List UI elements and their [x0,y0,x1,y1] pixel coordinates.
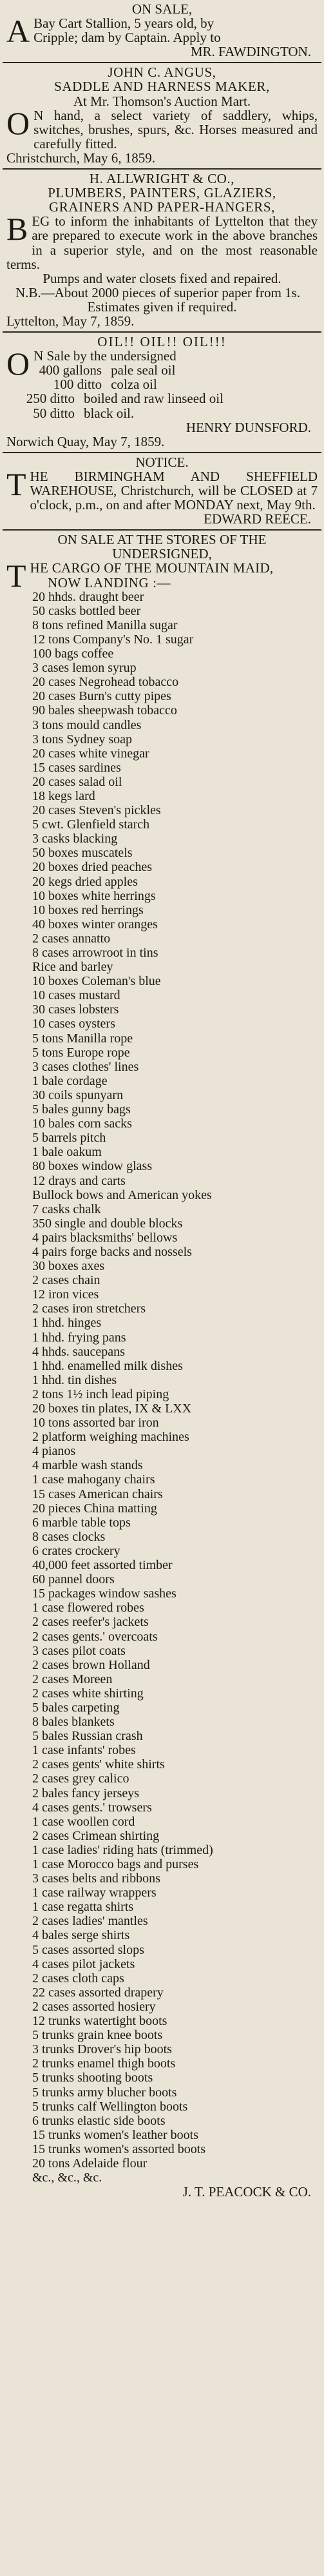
cargo-item: 2 cases reefer's jackets [32,1615,149,1630]
cargo-item: 40,000 feet assorted timber [32,1558,173,1573]
cargo-item: 12 iron vices [32,1287,99,1302]
cargo-item: 2 cases iron stretchers [32,1302,146,1316]
oil-desc: pale seal oil [111,362,176,378]
ad-heading: OIL!! OIL!! OIL!!! [97,334,227,350]
cargo-item: 1 hhd. enamelled milk dishes [32,1358,183,1373]
oil-desc: black oil. [84,405,135,421]
cargo-item: 5 trunks shooting boots [32,2071,153,2085]
cargo-item: 3 cases pilot coats [32,1643,126,1658]
ad-body [6,211,318,272]
cargo-item: 2 cases gents' white shirts [32,1757,165,1772]
cargo-item: 4 pianos [32,1444,76,1459]
cargo-item: 5 bales carpeting [32,1700,120,1715]
cargo-item: 8 cases clocks [32,1529,106,1544]
cargo-item: 2 bales fancy jerseys [32,1786,140,1800]
cargo-item: 8 tons refined Manilla sugar [32,618,178,632]
cargo-item: 2 trunks enamel thigh boots [32,2056,176,2071]
cargo-item: 4 cases gents.' trowsers [32,1800,152,1815]
cargo-item: 80 boxes window glass [32,1159,153,1174]
drop-cap: A [6,13,30,50]
cargo-item: 2 tons 1½ inch lead piping [32,1387,169,1401]
cargo-item: 4 hhds. saucepans [32,1344,125,1359]
cargo-item: 4 cases pilot jackets [32,1956,135,1971]
ad-heading: ON SALE AT THE STORES OF THE [57,532,267,548]
cargo-item: 90 bales sheepwash tobacco [32,703,177,718]
cargo-item: 5 barrels pitch [32,1131,106,1146]
cargo-item: 15 packages window sashes [32,1586,176,1601]
cargo-item: 15 trunks women's assorted boots [32,2142,206,2156]
cargo-item: 15 cases American chairs [32,1487,163,1501]
cargo-item: 3 cases clothes' lines [32,1059,139,1074]
ad-line: Cripple; dam by Captain. Apply to [33,30,221,46]
ad-body [6,346,318,382]
cargo-item: 2 cases annatto [32,931,111,946]
oil-qty: 100 ditto [53,376,102,393]
cargo-item: 20 cases Negrohead tobacco [32,675,179,690]
cargo-item: 2 cases white shirting [32,1686,144,1701]
cargo-item: 2 platform weighing machines [32,1430,189,1445]
ad-signature: EDWARD REECE. [204,511,311,527]
cargo-item: 2 cases gents.' overcoats [32,1629,158,1644]
drop-cap: B [6,211,28,248]
cargo-item: 3 tons Sydney soap [32,732,132,746]
cargo-item: 5 bales gunny bags [32,1102,131,1117]
cargo-item: 6 crates crockery [32,1543,120,1558]
cargo-item: 100 bags coffee [32,647,114,661]
ad-signature: MR. FAWDINGTON. [190,44,311,60]
cargo-item: 5 cwt. Glenfield starch [32,817,150,832]
cargo-item: 1 bale oakum [32,1145,102,1160]
ad-angus [0,63,324,168]
oil-qty: 250 ditto [26,391,75,407]
cargo-item: 1 case flowered robes [32,1601,144,1615]
cargo-item: 10 boxes white herrings [32,888,156,903]
drop-cap: O [6,104,30,141]
ad-line: Bay Cart Stallion, 5 years old, by [33,15,214,32]
oil-row [33,377,318,391]
cargo-item: 30 cases lobsters [32,1002,119,1017]
ad-line: NOW LANDING :— [48,574,171,590]
cargo-item: 2 cases brown Holland [32,1657,150,1672]
cargo-item: 1 hhd. frying pans [32,1330,126,1345]
cargo-item: 1 case mahogany chairs [32,1472,155,1487]
ad-trade: SADDLE AND HARNESS MAKER, [54,79,270,95]
cargo-item: 1 case regatta shirts [32,1900,134,1915]
cargo-item: 4 pairs blacksmiths' bellows [32,1230,178,1245]
cargo-item: 20 tons Adelaide flour [32,2156,148,2171]
ad-signature: HENRY DUNSFORD. [186,419,311,435]
cargo-item: 1 case Morocco bags and purses [32,1857,199,1871]
cargo-item: 1 hhd. tin dishes [32,1372,117,1387]
ad-line: Estimates given if required. [87,298,237,315]
cargo-item: 3 cases lemon syrup [32,661,137,676]
cargo-item: 12 drays and carts [32,1173,126,1188]
ad-name: JOHN C. ANGUS, [108,64,216,81]
ad-cargo [0,531,324,2202]
cargo-item: 6 marble table tops [32,1515,131,1530]
cargo-item: 20 boxes tin plates, IX & LXX [32,1401,192,1416]
oil-qty: 400 gallons [39,362,102,378]
ad-heading: NOTICE. [135,454,189,470]
cargo-item: 5 trunks grain knee boots [32,2028,163,2043]
cargo-item: 50 casks bottled beer [32,603,141,618]
ad-dateline: Christchurch, May 6, 1859. [6,150,155,166]
cargo-item: 4 pairs forge backs and nossels [32,1244,192,1259]
drop-cap: T [6,465,26,502]
cargo-item: 30 coils spunyarn [32,1088,124,1102]
ad-stallion [0,0,324,62]
cargo-item: 20 cases salad oil [32,774,122,789]
oil-qty: 50 ditto [33,405,75,421]
ad-dateline: Lyttelton, May 7, 1859. [6,313,135,329]
ad-line: N Sale by the undersigned [33,348,176,364]
ad-paragraph: HE BIRMINGHAM AND SHEFFIELD WAREHOUSE, Christchurch, will be CLOSED at 7 o'clock, p.m., on and after MONDAY next, May 9th. [30,468,318,513]
ad-heading: UNDERSIGNED, [112,546,212,562]
cargo-item: 20 hhds. draught beer [32,589,144,604]
ad-body [6,465,318,513]
cargo-item: 5 tons Europe rope [32,1045,130,1060]
cargo-item: 8 cases arrowroot in tins [32,946,158,960]
cargo-item: 7 casks chalk [32,1202,101,1216]
oil-desc: boiled and raw linseed oil [84,391,224,407]
ad-line: HE CARGO OF THE MOUNTAIN MAID, [30,560,274,576]
cargo-item: 2 cases ladies' mantles [32,1914,148,1929]
cargo-item: 10 bales corn sacks [32,1117,132,1131]
cargo-item: 3 cases belts and ribbons [32,1871,160,1886]
cargo-item: 15 trunks women's leather boots [32,2127,199,2142]
ad-paragraph: N hand, a select variety of saddlery, whips, switches, brushes, spurs, &c. Horses measured and carefully fitted. [33,107,318,151]
ad-notice [0,453,324,529]
cargo-item: 15 cases sardines [32,760,121,775]
cargo-item: 10 cases mustard [32,988,120,1003]
cargo-item: 10 boxes red herrings [32,903,144,917]
cargo-item: 8 bales blankets [32,1715,115,1730]
cargo-item: 60 pannel doors [32,1572,115,1587]
cargo-item: 5 bales Russian crash [32,1729,143,1744]
cargo-item: 20 kegs dried apples [32,874,138,889]
cargo-item: 3 trunks Drover's hip boots [32,2042,172,2057]
ad-paragraph: EG to inform the inhabitants of Lyttelton that they are prepared to execute work in the above branches in a superior style, and on the most reasonable terms. [6,213,318,272]
cargo-item: 12 trunks watertight boots [32,2014,167,2029]
cargo-item: 1 case ladies' riding hats (trimmed) [32,1842,213,1857]
cargo-item: 1 case railway wrappers [32,1886,157,1900]
cargo-item: 20 cases Burn's cutty pipes [32,689,171,704]
cargo-item: 1 case woollen cord [32,1814,135,1829]
oil-row [6,406,318,420]
oil-desc: colza oil [111,376,157,393]
oil-row [33,363,318,377]
cargo-item: 6 trunks elastic side boots [32,2113,166,2128]
ad-trade: PLUMBERS, PAINTERS, GLAZIERS, [48,185,276,201]
cargo-item: 2 cases chain [32,1273,100,1288]
cargo-item: 2 cases assorted hosiery [32,1999,156,2014]
cargo-item: 10 boxes Coleman's blue [32,974,161,989]
cargo-item: 2 cases grey calico [32,1771,129,1786]
cargo-item: 3 tons mould candles [32,717,142,732]
cargo-item: 4 marble wash stands [32,1458,143,1473]
ad-trade: GRAINERS AND PAPER-HANGERS, [49,199,275,215]
cargo-item: 1 hhd. hinges [32,1316,102,1331]
cargo-item: 1 case infants' robes [32,1743,136,1758]
drop-cap: T [6,558,26,594]
cargo-item: 4 bales serge shirts [32,1928,130,1943]
cargo-item: 5 trunks army blucher boots [32,2085,177,2100]
cargo-item: 2 cases cloth caps [32,1971,124,1986]
cargo-item: 20 cases Steven's pickles [32,803,161,818]
cargo-item: 10 cases oysters [32,1017,115,1031]
cargo-item: 40 boxes winter oranges [32,917,158,932]
cargo-item: 30 boxes axes [32,1259,105,1274]
ad-allwright [0,170,324,331]
ad-line: Pumps and water closets fixed and repaired. [43,270,281,286]
cargo-item: 5 trunks calf Wellington boots [32,2099,188,2114]
cargo-item: 12 tons Company's No. 1 sugar [32,632,194,647]
ad-dateline: Norwich Quay, May 7, 1859. [6,433,165,449]
ad-oil [0,333,324,452]
cargo-item: 5 tons Manilla rope [32,1031,133,1046]
ad-subheading [6,558,318,594]
cargo-item: &c., &c., &c. [32,2171,102,2185]
cargo-item: 2 cases Moreen [32,1672,113,1686]
cargo-item: 20 boxes dried peaches [32,860,153,875]
cargo-item: 2 cases Crimean shirting [32,1828,160,1843]
ad-line: N.B.—About 2000 pieces of superior paper from 1s. [15,284,301,300]
cargo-item: Bullock bows and American yokes [32,1187,212,1202]
cargo-item: 5 cases assorted slops [32,1942,144,1957]
cargo-item: 18 kegs lard [32,788,95,803]
ad-location: At Mr. Thomson's Auction Mart. [73,93,251,109]
cargo-item: 50 boxes muscatels [32,846,133,861]
ad-body [6,13,318,50]
cargo-item: 20 cases white vinegar [32,746,149,761]
cargo-list [6,590,318,2185]
cargo-item: 3 casks blacking [32,832,118,846]
drop-cap: O [6,346,30,382]
ad-name: H. ALLWRIGHT & CO., [89,171,235,187]
ad-heading: ON SALE, [131,1,193,17]
ad-body [6,104,318,151]
oil-row [6,391,318,405]
cargo-item: 10 tons assorted bar iron [32,1416,159,1430]
ad-signature: J. T. PEACOCK & CO. [182,2184,311,2200]
cargo-item: 1 bale cordage [32,1073,108,1088]
cargo-item: 22 cases assorted drapery [32,1985,164,2000]
cargo-item: 350 single and double blocks [32,1216,183,1231]
cargo-item: Rice and barley [32,960,113,975]
cargo-item: 20 pieces China matting [32,1501,157,1516]
